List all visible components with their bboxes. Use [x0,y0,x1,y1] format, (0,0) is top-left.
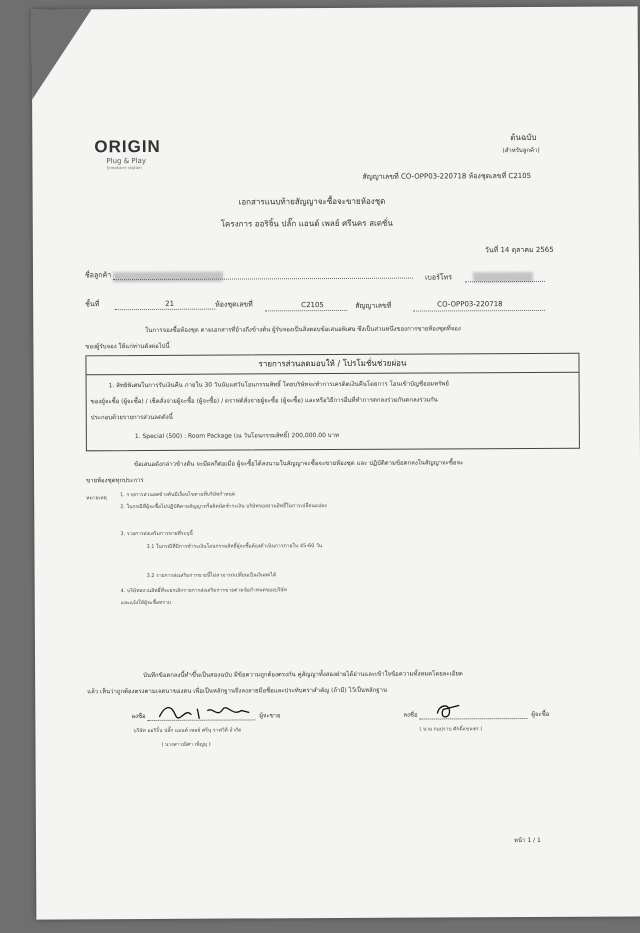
origin-logo [94,137,161,170]
floor-label: ชั้นที่ [85,300,100,309]
note-2: 2. ในกรณีที่ผู้จะซื้อไม่ปฏิบัติตามสัญญาหรือผิดนัดชำระเงิน บริษัทขอสงวนสิทธิ์ในการเปลี่ยนแปลง [120,503,327,511]
promotion-line-1: 1. สิทธิพิเศษในการรับเงินคืน ภายใน 30 วันนับแต่วันโอนกรรมสิทธิ์ โดยบริษัทจะทำการเครดิตเงินคืนโดยการ โอนเข้าบัญชีออมทรัพย์ [108,380,449,390]
floor-line [115,309,215,311]
buyer-signature [431,699,471,721]
page-number: หน้า 1 / 1 [513,836,541,845]
floor-value: 21 [165,299,175,308]
buyer-name-line [113,278,413,281]
contract-value: CO-OPP03-220718 [437,300,503,309]
promotion-line-3: ประกอบด้วยรายการส่วนลดดังนี้ [90,413,173,422]
closing-line-2: แล้ว เห็นว่าถูกต้องตรงตามเจตนาของตน เพื่อเป็นหลักฐานจึงลงลายมือชื่อและประทับตราสำคัญ (ถ้ามี) ไว้เป็นหลักฐาน [87,686,388,696]
promotion-title: รายการส่วนลดมอบให้ / โปรโมชั่นช่วยผ่อน [86,354,578,376]
phone-label: เบอร์โทร [425,273,452,282]
doc-subtitle: โครงการ ออริจิ้น ปลั๊ก แอนด์ เพลย์ ศรีนคร สเตชั่น [220,218,393,229]
buyer-sign-label: ลงชื่อ [403,711,418,719]
buyer-role: ผู้จะซื้อ [531,710,550,718]
note-4: 4. บริษัทสงวนสิทธิ์ที่จะยกเลิกรายการส่งเสริมการขายตามข้อกำหนดของบริษัท [120,587,288,595]
copy-sub: (สำหรับลูกค้า) [502,146,540,155]
note-label: หมายเหตุ [86,495,107,502]
buyer-name-redacted [113,267,223,287]
phone-redacted [473,267,533,286]
note-3-1: 3.1 ในกรณีที่มีการชำระเงินโอนกรรมสิทธิ์ผู้จะซื้อต้องดำเนินการภายใน 45-60 วัน [146,543,323,550]
promotion-box [85,353,579,452]
document-page [32,6,640,919]
intro-line-1: ในการจองซื้อห้องชุด ตามเอกสารที่อ้างถึงข้างต้น ผู้รับจองเป็นสิ่งตอบข้อเสนอพิเศษ ซึ่งเป็นส่วนหนึ่งของการขายห้องชุดที่จอง [145,325,461,335]
note-3: 3. รายการส่งเสริมการขายที่ระบุนี้ [120,530,193,538]
doc-title: เอกสารแนบท้ายสัญญาจะซื้อจะขายห้องชุด [238,196,386,207]
logo-tagline2: Srinakarin station [106,165,142,171]
agreement-line-2: ขายห้องชุดทุกประการ [86,477,144,485]
contract-line: สัญญาเลขที่ CO-OPP03-220718 ห้องชุดเลขที่ C2105 [362,171,532,181]
logo-tagline: Plug & Play [106,156,146,166]
unit-value: C2105 [301,301,324,310]
promotion-item: 1. Special (500) : Room Package (ณ วันโอนกรรมสิทธิ์) 200,000.00 บาท [134,431,339,441]
doc-date: วันที่ 14 ตุลาคม 2565 [484,245,554,255]
buyer-label: ชื่อลูกค้า [84,271,112,280]
unit-label: ห้องชุดเลขที่ [215,300,253,309]
seller-signature [155,700,255,723]
unit-line [265,310,347,311]
buyer-name: ( นาย กอปราบ ศักดิ์แขนชร ) [419,726,483,733]
folded-corner [32,9,92,99]
note-3-2: 3.2 รายการส่งเสริมการขายนี้ไม่สามารถเปลี่ยนเป็นเงินสดได้ [146,572,277,579]
note-4-cont: และแจ้งให้ผู้จะซื้อทราบ [120,599,171,607]
seller-name: ( นางสาวณิศา เพ็ญมุ ) [161,741,211,748]
promotion-line-2: ของผู้จะซื้อ (ผู้จะซื้อ) / เช็คสั่งจ่ายผู้จะซื้อ (ผู้จะซื้อ) / ดราฟต์สั่งจ่ายผู้จะซื้อ (ผู้จะซื้อ) และหรือวิธีการอื่นที่ทำการตกลงร่วมกันตกลงร่วมกัน [90,396,438,406]
seller-company: บริษัท ออริจิ้น ปลั๊ก แอนด์ เพลย์ ศรีนุ ราฟวิลี จำกัด [133,727,242,735]
logo-brand: ORIGIN [94,136,161,157]
seller-role: ผู้จะขาย [259,712,281,720]
seller-sign-label: ลงชื่อ [131,713,146,721]
intro-line-2: ของผู้รับจอง ให้แก่ท่านดังต่อไปนี้ [85,342,170,351]
closing-line-1: บันทึกข้อตกลงนี้ทำขึ้นเป็นสองฉบับ มีข้อความถูกต้องตรงกัน คู่สัญญาทั้งสองฝ่ายได้อ่านและเข้าใจข้อความทั้งหมดโดยละเอียด [143,670,463,680]
contract-label: สัญญาเลขที่ [355,301,392,310]
note-1: 1. รายการส่วนลดข้างต้นมีเงื่อนไขตามที่บริษัทกำหนด [120,491,236,499]
copy-label: ต้นฉบับ [510,132,537,143]
contract-line-underline [413,310,545,312]
agreement-line-1: ข้อเสนอดังกล่าวข้างต้น จะมีผลก็ต่อเมื่อ ผู้จะซื้อได้ลงนามในสัญญาจะซื้อจะขายห้องชุด และ ปฏิบัติตามข้อตกลงในสัญญาจะซื้อจะ [133,459,464,469]
